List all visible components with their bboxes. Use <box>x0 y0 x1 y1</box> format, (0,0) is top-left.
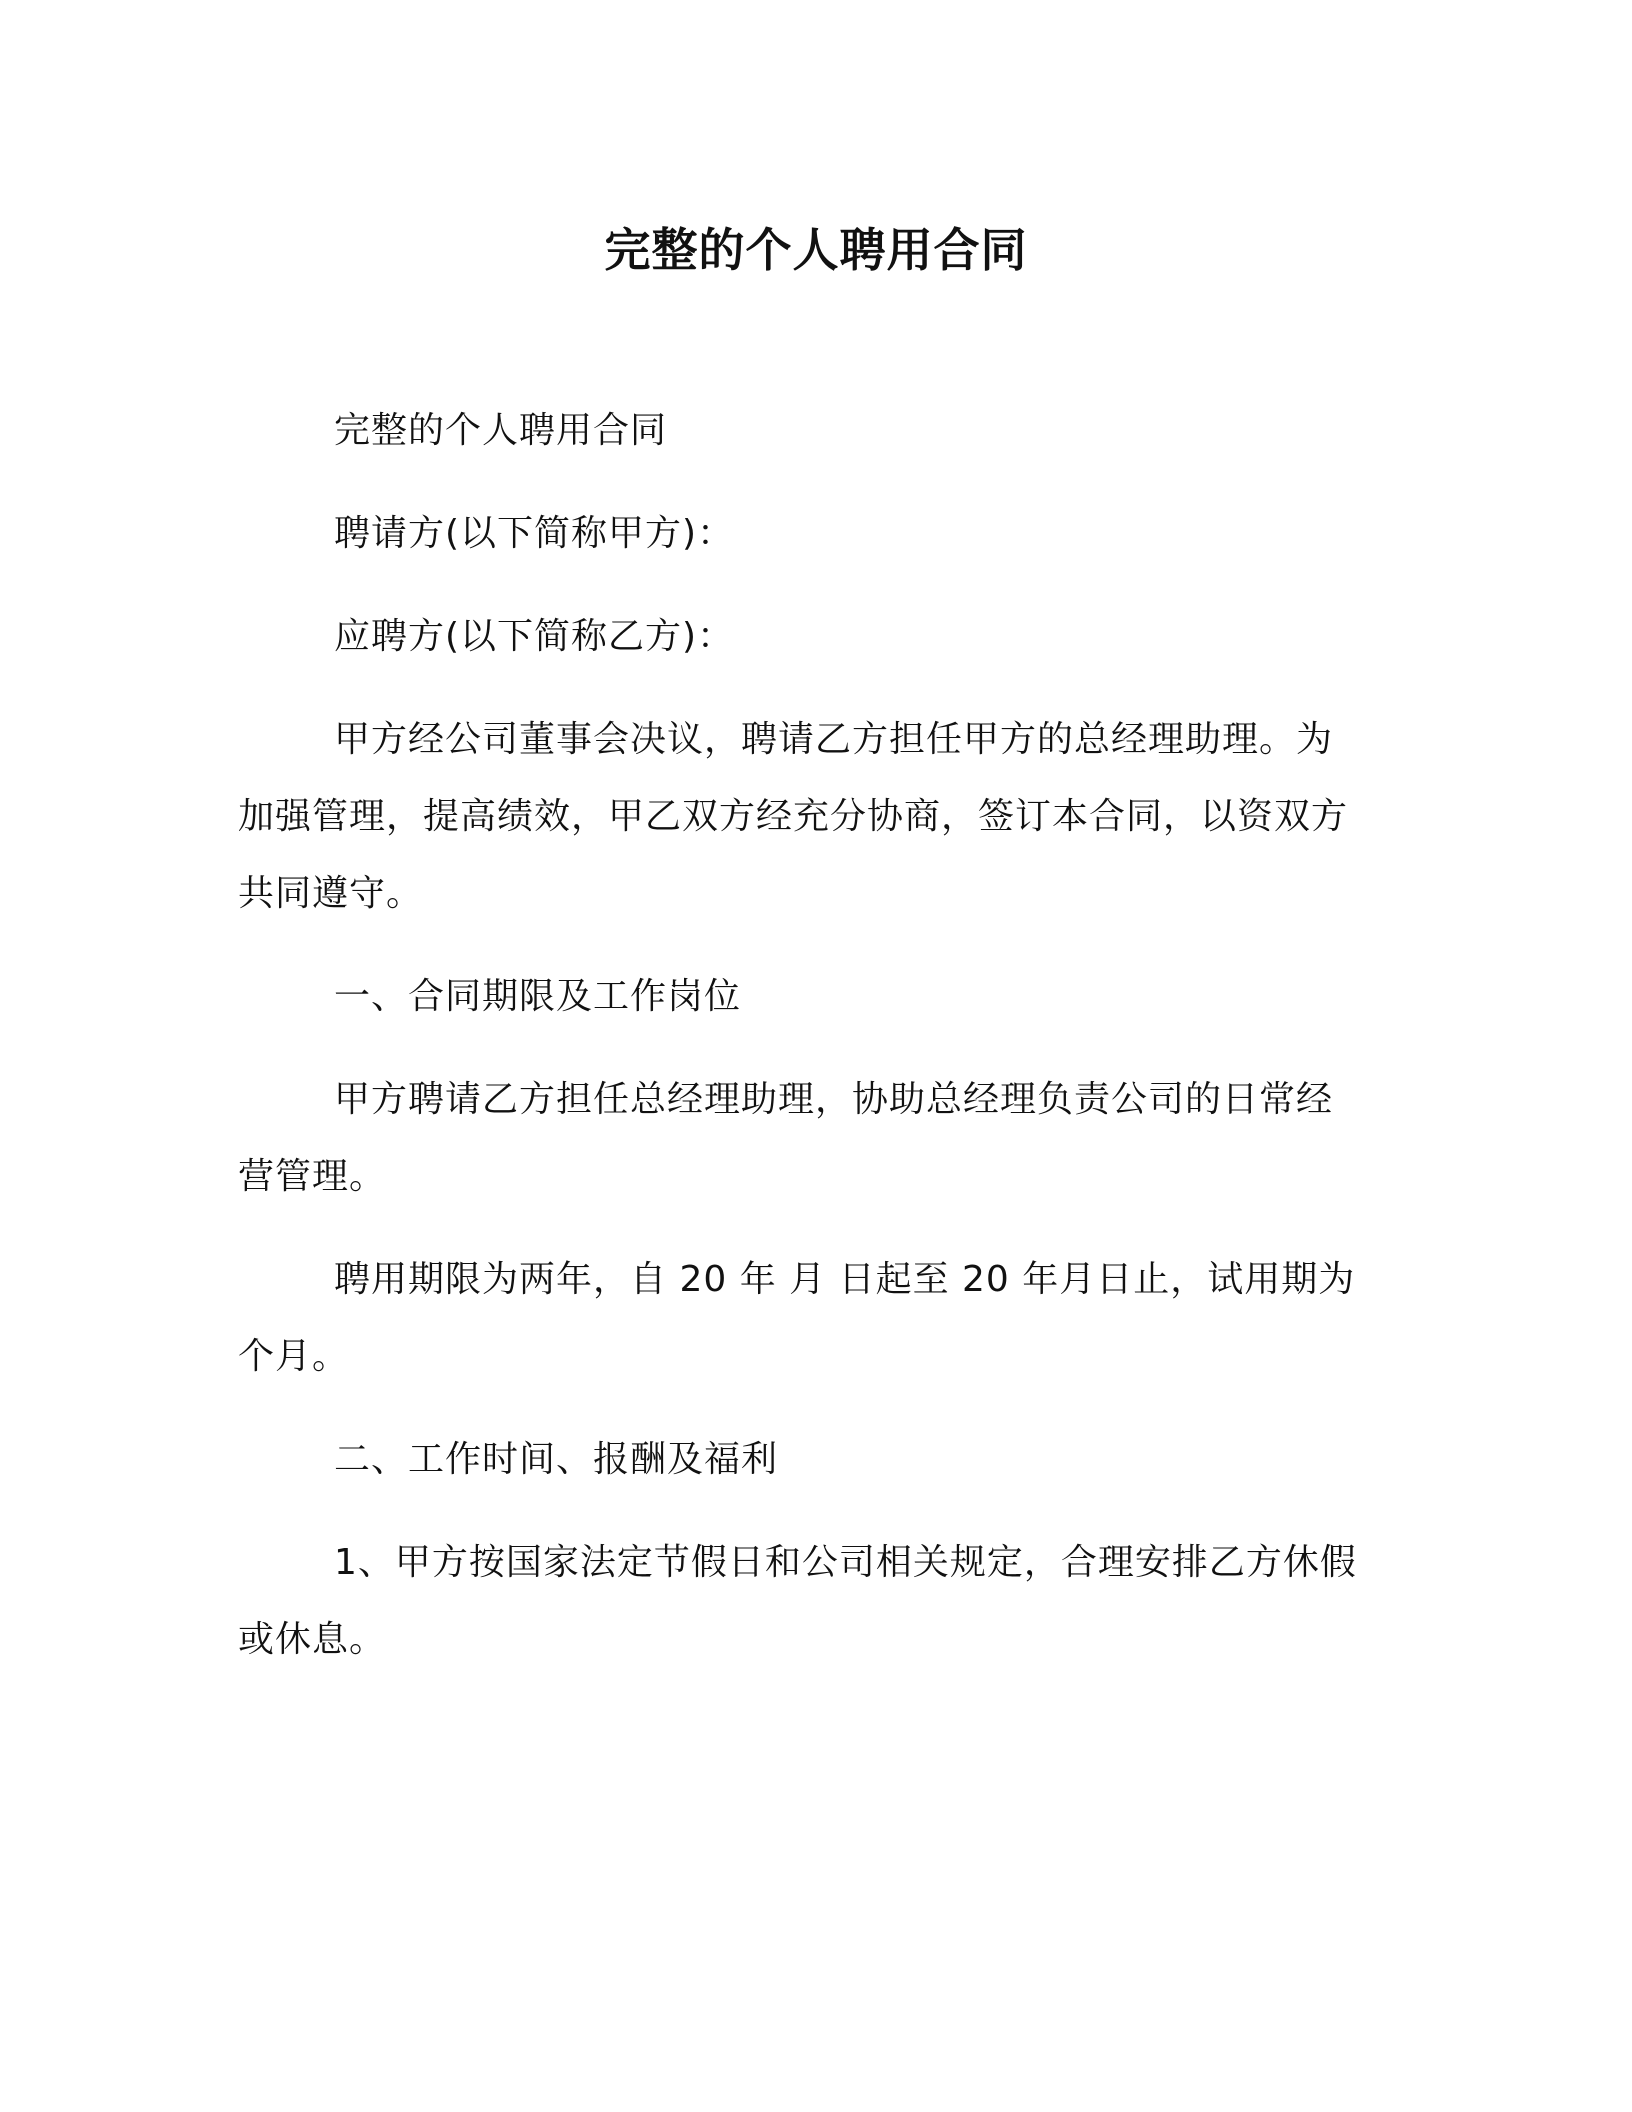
section-heading-2: 二、工作时间、报酬及福利 <box>334 1439 779 1480</box>
paragraph-position: 甲方聘请乙方担任总经理助理，协助总经理负责公司的日常经营管理。 <box>238 1079 1334 1197</box>
section-heading-1: 一、合同期限及工作岗位 <box>334 976 742 1017</box>
document-body <box>238 392 1368 1704</box>
paragraph-holidays: 1、甲方按国家法定节假日和公司相关规定，合理安排乙方休假或休息。 <box>238 1542 1357 1660</box>
paragraph-term: 聘用期限为两年，自 20 年 月 日起至 20 年月日止，试用期为个月。 <box>238 1259 1356 1377</box>
paragraph-intro: 甲方经公司董事会决议，聘请乙方担任甲方的总经理助理。为加强管理，提高绩效，甲乙双方经充分协商，签订本合同，以资双方共同遵守。 <box>238 719 1349 914</box>
paragraph-party-a: 聘请方(以下简称甲方)： <box>334 513 735 554</box>
paragraph-party-b: 应聘方(以下简称乙方)： <box>334 616 735 657</box>
document-title: 完整的个人聘用合同 <box>604 223 1028 277</box>
paragraph-subtitle: 完整的个人聘用合同 <box>334 410 668 451</box>
